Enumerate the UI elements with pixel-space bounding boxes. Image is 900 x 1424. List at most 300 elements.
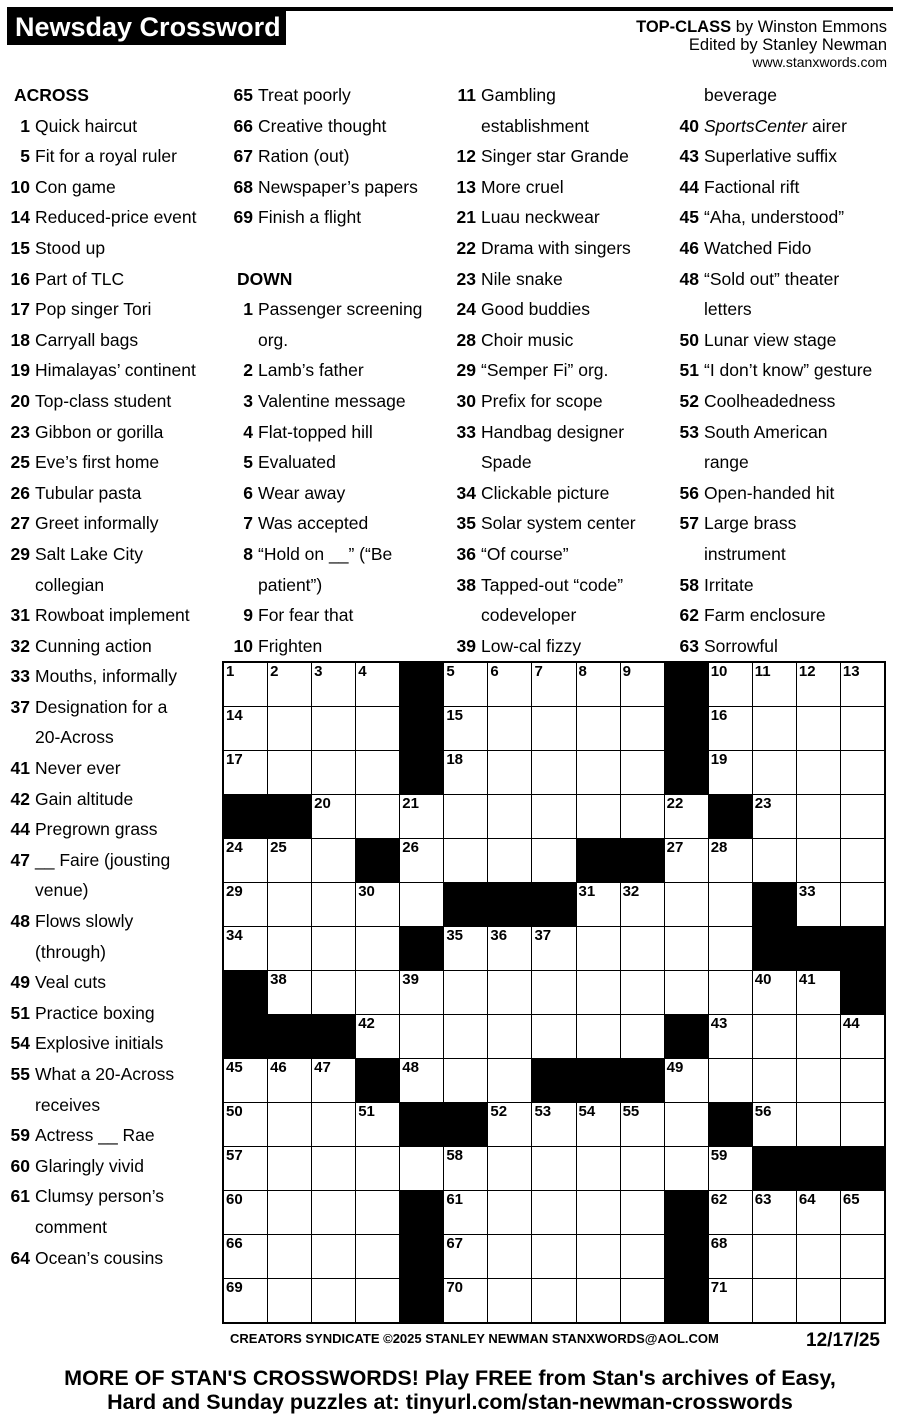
cell-number: 70 bbox=[446, 1279, 464, 1296]
clue bbox=[225, 478, 422, 509]
clue-number: 12 bbox=[456, 146, 476, 167]
cell-number: 21 bbox=[402, 795, 419, 812]
clue-number: 1 bbox=[243, 299, 253, 320]
clue bbox=[2, 233, 196, 264]
clue bbox=[2, 325, 196, 356]
clue-continuation: Spade bbox=[481, 452, 532, 473]
grid-cell bbox=[356, 751, 399, 794]
clue-continuation: org. bbox=[258, 329, 289, 350]
cell-number: 3 bbox=[314, 663, 323, 680]
cell-number: 32 bbox=[622, 883, 640, 900]
grid-cell bbox=[268, 707, 311, 750]
clue-text: Singer star Grande bbox=[481, 146, 629, 167]
clue-number: 57 bbox=[679, 513, 699, 534]
cell-number: 18 bbox=[446, 751, 464, 768]
grid-cell bbox=[753, 1059, 796, 1102]
cell-number: 64 bbox=[798, 1191, 816, 1208]
grid-cell bbox=[577, 795, 620, 838]
clue bbox=[671, 478, 872, 509]
black-square bbox=[753, 883, 796, 926]
cell-number: 61 bbox=[446, 1191, 464, 1208]
cell-number: 25 bbox=[270, 839, 287, 856]
grid-cell bbox=[709, 839, 752, 882]
grid-cell bbox=[621, 883, 664, 926]
grid-cell bbox=[709, 971, 752, 1014]
grid-cell bbox=[488, 1191, 531, 1234]
clue-number: 1 bbox=[20, 115, 30, 136]
black-square bbox=[444, 1103, 487, 1146]
cell-number: 57 bbox=[226, 1147, 243, 1164]
grid-cell bbox=[709, 927, 752, 970]
clue bbox=[2, 1028, 196, 1059]
clue-number: 27 bbox=[10, 513, 30, 534]
clue-column-1 bbox=[2, 80, 196, 1273]
clue bbox=[448, 202, 636, 233]
black-square bbox=[665, 663, 708, 706]
grid-cell bbox=[224, 883, 267, 926]
clue-number: 59 bbox=[10, 1125, 30, 1146]
black-square bbox=[488, 883, 531, 926]
clue bbox=[225, 80, 422, 111]
clue bbox=[225, 172, 422, 203]
grid-cell bbox=[841, 795, 884, 838]
clue-text: What a 20-Across bbox=[35, 1064, 175, 1084]
grid-cell bbox=[312, 883, 355, 926]
cell-number: 44 bbox=[842, 1015, 860, 1032]
cell-number: 67 bbox=[446, 1235, 464, 1252]
clue bbox=[671, 325, 872, 356]
clue bbox=[2, 1120, 196, 1151]
grid-cell bbox=[268, 751, 311, 794]
black-square bbox=[400, 663, 443, 706]
cell-number: 29 bbox=[226, 883, 243, 900]
clue bbox=[225, 141, 422, 172]
black-square bbox=[400, 927, 443, 970]
grid-cell bbox=[356, 663, 399, 706]
clue bbox=[2, 478, 196, 509]
clue-number: 44 bbox=[10, 819, 30, 840]
clue-continuation: receives bbox=[35, 1094, 101, 1115]
clue bbox=[2, 294, 196, 325]
black-square bbox=[400, 1235, 443, 1278]
grid-cell bbox=[224, 1279, 267, 1322]
clue-number: 24 bbox=[456, 299, 476, 320]
black-square bbox=[400, 1279, 443, 1322]
grid-cell bbox=[665, 795, 708, 838]
clue-number: 5 bbox=[20, 146, 30, 167]
grid-cell bbox=[444, 795, 487, 838]
cell-number: 42 bbox=[358, 1015, 375, 1032]
grid-cell bbox=[797, 1191, 840, 1234]
clue-number: 6 bbox=[243, 482, 253, 503]
clue-text: Stood up bbox=[35, 237, 106, 258]
black-square bbox=[224, 971, 267, 1014]
website-url: www.stanxwords.com bbox=[752, 54, 887, 70]
clue bbox=[225, 355, 422, 386]
grid-cell bbox=[709, 1191, 752, 1234]
grid-cell bbox=[797, 1103, 840, 1146]
clue bbox=[448, 325, 636, 356]
grid-cell bbox=[488, 839, 531, 882]
section-heading: ACROSS bbox=[14, 85, 89, 105]
clue-text: “Sold out” theater bbox=[704, 268, 840, 289]
grid-cell bbox=[841, 751, 884, 794]
clue-text: Explosive initials bbox=[35, 1033, 164, 1054]
clue bbox=[225, 386, 422, 417]
cell-number: 20 bbox=[314, 795, 331, 812]
grid-cell bbox=[488, 1235, 531, 1278]
clue-text: Handbag designer bbox=[481, 421, 625, 442]
cell-number: 45 bbox=[226, 1059, 243, 1076]
clue bbox=[2, 141, 196, 172]
clue-text: Glaringly vivid bbox=[35, 1155, 144, 1176]
author-line: by Winston Emmons bbox=[731, 18, 887, 36]
cell-number: 47 bbox=[314, 1059, 331, 1076]
grid-cell bbox=[312, 795, 355, 838]
cell-number: 52 bbox=[490, 1103, 508, 1120]
clue-text: “Hold on __” (“Be bbox=[258, 543, 393, 564]
grid-cell bbox=[444, 707, 487, 750]
clue-number: 11 bbox=[457, 85, 476, 105]
clue bbox=[448, 386, 636, 417]
grid-cell bbox=[709, 883, 752, 926]
clue-text: Con game bbox=[35, 176, 116, 197]
clue-continuation: letters bbox=[704, 299, 752, 320]
clue-continuation: beverage bbox=[704, 85, 777, 105]
cell-number: 41 bbox=[798, 971, 816, 988]
grid-cell bbox=[224, 839, 267, 882]
clue-text: Lamb’s father bbox=[258, 360, 364, 381]
black-square bbox=[268, 1015, 311, 1058]
grid-cell bbox=[488, 1147, 531, 1190]
clue-number: 35 bbox=[456, 513, 476, 534]
clue bbox=[2, 172, 196, 203]
grid-cell bbox=[709, 663, 752, 706]
clue-text: Designation for a bbox=[35, 696, 168, 717]
cell-number: 65 bbox=[842, 1191, 860, 1208]
clue-number: 53 bbox=[679, 421, 699, 442]
black-square bbox=[621, 839, 664, 882]
grid-cell bbox=[621, 795, 664, 838]
cell-number: 71 bbox=[710, 1279, 728, 1296]
clue-number: 50 bbox=[679, 329, 699, 350]
black-square bbox=[709, 1103, 752, 1146]
grid-cell bbox=[312, 839, 355, 882]
clue-text: Cunning action bbox=[35, 635, 152, 656]
grid-cell bbox=[400, 883, 443, 926]
clue-text: Lunar view stage bbox=[704, 329, 837, 350]
grid-cell bbox=[356, 883, 399, 926]
grid-cell bbox=[797, 795, 840, 838]
grid-cell bbox=[621, 707, 664, 750]
grid-cell bbox=[488, 663, 531, 706]
clue-number: 52 bbox=[679, 390, 699, 411]
clue-text: Tapped-out “code” bbox=[481, 574, 624, 595]
clue-text: Tubular pasta bbox=[35, 482, 142, 503]
clue bbox=[671, 417, 872, 448]
grid-cell bbox=[356, 1103, 399, 1146]
clue-number: 22 bbox=[456, 237, 476, 258]
black-square bbox=[753, 927, 796, 970]
grid-cell bbox=[841, 707, 884, 750]
clue-continuation: collegian bbox=[35, 574, 105, 595]
cell-number: 56 bbox=[754, 1103, 772, 1120]
clue-number: 37 bbox=[10, 696, 30, 717]
black-square bbox=[841, 927, 884, 970]
clue-text: More cruel bbox=[481, 176, 564, 197]
promo-text bbox=[0, 1366, 900, 1414]
clue-continuation: venue) bbox=[35, 880, 89, 901]
clue-number: 62 bbox=[679, 605, 699, 626]
clue bbox=[2, 845, 196, 876]
cell-number: 35 bbox=[446, 927, 464, 944]
clue-text: Large brass bbox=[704, 513, 797, 534]
grid-cell bbox=[488, 1059, 531, 1102]
clue-number: 17 bbox=[10, 299, 30, 320]
clue bbox=[2, 661, 196, 692]
grid-cell bbox=[312, 1103, 355, 1146]
clue-text: Himalayas’ continent bbox=[35, 360, 196, 381]
clue-text: Nile snake bbox=[481, 268, 563, 289]
grid-cell bbox=[444, 663, 487, 706]
grid-cell bbox=[356, 927, 399, 970]
grid-cell bbox=[488, 927, 531, 970]
grid-cell bbox=[312, 1147, 355, 1190]
clue-text: Prefix for scope bbox=[481, 390, 603, 411]
clue-text: Veal cuts bbox=[35, 972, 107, 993]
cell-number: 6 bbox=[490, 663, 499, 680]
grid-cell bbox=[444, 1235, 487, 1278]
clue-number: 14 bbox=[10, 207, 30, 228]
grid-cell bbox=[841, 1059, 884, 1102]
clue-number: 64 bbox=[10, 1247, 30, 1268]
clue-number: 23 bbox=[10, 421, 30, 442]
clue bbox=[2, 784, 196, 815]
black-square bbox=[797, 927, 840, 970]
grid-cell bbox=[577, 1191, 620, 1234]
clue-text: Sorrowful bbox=[704, 635, 778, 656]
clue-number: 69 bbox=[233, 207, 253, 228]
clue-text: Flat-topped hill bbox=[258, 421, 373, 442]
grid-cell bbox=[532, 1191, 575, 1234]
clue bbox=[2, 1151, 196, 1182]
clue-number: 68 bbox=[233, 176, 253, 197]
cell-number: 59 bbox=[710, 1147, 728, 1164]
cell-number: 68 bbox=[710, 1235, 728, 1252]
clue-number: 34 bbox=[456, 482, 476, 503]
grid-cell bbox=[753, 1015, 796, 1058]
black-square bbox=[356, 839, 399, 882]
clue bbox=[225, 202, 422, 233]
grid-cell bbox=[356, 971, 399, 1014]
grid-cell bbox=[444, 927, 487, 970]
clue-continuation: instrument bbox=[704, 543, 786, 564]
black-square bbox=[577, 839, 620, 882]
clue-text: Mouths, informally bbox=[35, 666, 177, 687]
grid-cell bbox=[224, 663, 267, 706]
clue-number: 23 bbox=[456, 268, 476, 289]
grid-cell bbox=[709, 1235, 752, 1278]
clue-number: 46 bbox=[679, 237, 699, 258]
clue bbox=[225, 508, 422, 539]
cell-number: 8 bbox=[578, 663, 587, 680]
clue-number: 42 bbox=[10, 788, 30, 809]
clue-column-4 bbox=[671, 80, 872, 661]
clue-number: 36 bbox=[456, 543, 476, 564]
black-square bbox=[841, 1147, 884, 1190]
clue bbox=[2, 906, 196, 937]
grid-cell bbox=[224, 927, 267, 970]
clue-text: __ Faire (jousting bbox=[35, 849, 171, 870]
black-square bbox=[224, 795, 267, 838]
grid-cell bbox=[797, 663, 840, 706]
clue-number: 48 bbox=[679, 268, 699, 289]
clue-text: Valentine message bbox=[258, 390, 406, 411]
clue-number: 21 bbox=[456, 207, 476, 228]
clue-text: Luau neckwear bbox=[481, 207, 600, 228]
clue bbox=[448, 355, 636, 386]
clue bbox=[2, 202, 196, 233]
clue bbox=[2, 631, 196, 662]
clue bbox=[2, 386, 196, 417]
grid-cell bbox=[268, 839, 311, 882]
grid-cell bbox=[841, 1235, 884, 1278]
clue bbox=[671, 141, 872, 172]
grid-cell bbox=[621, 1103, 664, 1146]
grid-cell bbox=[532, 927, 575, 970]
clue bbox=[671, 570, 872, 601]
clue bbox=[2, 264, 196, 295]
clue-number: 19 bbox=[10, 360, 30, 381]
grid-cell bbox=[268, 883, 311, 926]
clue-number: 45 bbox=[679, 207, 699, 228]
clue bbox=[2, 967, 196, 998]
clue-number: 63 bbox=[679, 635, 699, 656]
black-square bbox=[224, 1015, 267, 1058]
black-square bbox=[400, 751, 443, 794]
cell-number: 34 bbox=[226, 927, 243, 944]
grid-cell bbox=[224, 1235, 267, 1278]
clue-number: 38 bbox=[456, 574, 476, 595]
clue-number: 33 bbox=[456, 421, 476, 442]
grid-cell bbox=[532, 839, 575, 882]
clue-text: Was accepted bbox=[258, 513, 369, 534]
clue bbox=[225, 417, 422, 448]
grid-cell bbox=[532, 751, 575, 794]
clue-number: 47 bbox=[10, 849, 30, 870]
cell-number: 54 bbox=[578, 1103, 596, 1120]
clue-number: 60 bbox=[10, 1155, 30, 1176]
cell-number: 28 bbox=[710, 839, 728, 856]
grid-cell bbox=[268, 971, 311, 1014]
clue-text: Quick haircut bbox=[35, 115, 138, 136]
grid-cell bbox=[532, 1235, 575, 1278]
grid-cell bbox=[621, 927, 664, 970]
black-square bbox=[356, 1059, 399, 1102]
section-heading: DOWN bbox=[237, 268, 293, 289]
cell-number: 58 bbox=[446, 1147, 464, 1164]
grid-cell bbox=[841, 1191, 884, 1234]
clue bbox=[225, 111, 422, 142]
clue bbox=[2, 539, 196, 570]
grid-cell bbox=[532, 1015, 575, 1058]
grid-cell bbox=[753, 663, 796, 706]
grid-cell bbox=[753, 707, 796, 750]
grid-cell bbox=[400, 839, 443, 882]
grid-cell bbox=[577, 751, 620, 794]
clue-text: Actress __ Rae bbox=[35, 1125, 155, 1146]
clue bbox=[2, 814, 196, 845]
cell-number: 26 bbox=[402, 839, 419, 856]
clue bbox=[671, 111, 872, 142]
cell-number: 40 bbox=[754, 971, 772, 988]
clue bbox=[448, 141, 636, 172]
grid-cell bbox=[312, 1279, 355, 1322]
grid-cell bbox=[444, 1279, 487, 1322]
editor-line: Edited by Stanley Newman bbox=[688, 36, 887, 54]
grid-cell bbox=[841, 1015, 884, 1058]
grid-cell bbox=[400, 1147, 443, 1190]
black-square bbox=[841, 971, 884, 1014]
clue-number: 56 bbox=[679, 482, 699, 503]
clue bbox=[671, 508, 872, 539]
grid-cell bbox=[709, 1015, 752, 1058]
grid-cell bbox=[797, 1235, 840, 1278]
grid-cell bbox=[312, 663, 355, 706]
clue-continuation: codeveloper bbox=[481, 605, 577, 626]
cell-number: 22 bbox=[666, 795, 684, 812]
clue-number: 5 bbox=[243, 452, 253, 473]
grid-cell bbox=[532, 795, 575, 838]
cell-number: 5 bbox=[446, 663, 455, 680]
clue-number: 10 bbox=[233, 635, 253, 656]
grid-cell bbox=[444, 751, 487, 794]
promo-line-1: MORE OF STAN'S CROSSWORDS! Play FREE from Stan's archives of Easy, bbox=[64, 1366, 836, 1390]
grid-cell bbox=[577, 707, 620, 750]
cell-number: 48 bbox=[402, 1059, 419, 1076]
cell-number: 39 bbox=[402, 971, 419, 988]
clue-text: Eve’s first home bbox=[35, 452, 160, 473]
clue-number: 40 bbox=[679, 115, 699, 136]
clue bbox=[2, 998, 196, 1029]
grid-cell bbox=[224, 751, 267, 794]
clue-number: 65 bbox=[233, 85, 253, 105]
clue bbox=[448, 478, 636, 509]
grid-cell bbox=[621, 751, 664, 794]
grid-cell bbox=[356, 707, 399, 750]
clue bbox=[671, 386, 872, 417]
grid-cell bbox=[753, 1191, 796, 1234]
cell-number: 49 bbox=[666, 1059, 684, 1076]
grid-cell bbox=[797, 839, 840, 882]
grid-cell bbox=[532, 1279, 575, 1322]
grid-cell bbox=[753, 795, 796, 838]
clue-text: Open-handed hit bbox=[704, 482, 835, 503]
grid-cell bbox=[665, 971, 708, 1014]
clue-text: Clumsy person’s bbox=[35, 1186, 165, 1207]
clue bbox=[225, 631, 422, 662]
grid-cell bbox=[224, 1147, 267, 1190]
grid-cell bbox=[356, 1015, 399, 1058]
clue-number: 39 bbox=[456, 635, 476, 656]
clue bbox=[448, 172, 636, 203]
cell-number: 27 bbox=[666, 839, 684, 856]
clue-text: Coolheadedness bbox=[704, 390, 836, 411]
black-square bbox=[621, 1059, 664, 1102]
grid-cell bbox=[709, 751, 752, 794]
clue-number: 54 bbox=[10, 1033, 30, 1054]
grid-cell bbox=[400, 971, 443, 1014]
